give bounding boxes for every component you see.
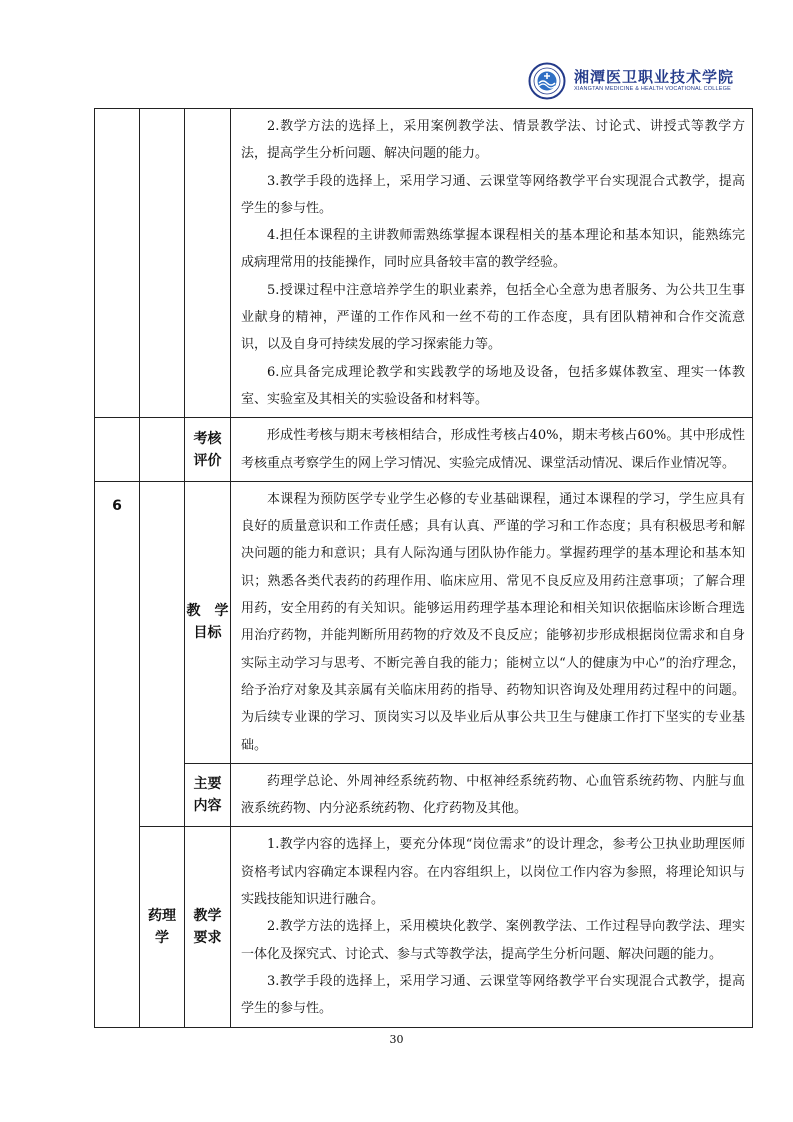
table-row <box>95 827 753 1027</box>
table-row <box>95 109 753 418</box>
list-item: 6.应具备完成理论教学和实践教学的场地及设备，包括多媒体教室、理实一体教室、实验室及其相关的实验设备和材料等。 <box>241 364 745 407</box>
table-row <box>95 418 753 482</box>
main-content-label: 主要 内容 <box>185 763 231 827</box>
list-item: 3.教学手段的选择上，采用学习通、云课堂等网络教学平台实现混合式教学，提高学生的参与性。 <box>241 973 745 1017</box>
course-name-cell <box>140 418 185 482</box>
assessment-label: 考核 评价 <box>185 418 231 482</box>
course-name-cell <box>140 109 185 418</box>
number-cell <box>95 109 140 418</box>
college-logo <box>528 60 735 104</box>
requirements-content <box>231 827 753 1027</box>
goal-label: 教 学 目标 <box>185 481 231 763</box>
college-emblem-icon <box>528 62 566 100</box>
course-name-cell <box>140 481 185 827</box>
number-cell <box>95 418 140 482</box>
page-number: 30 <box>389 1033 404 1046</box>
category-cell <box>185 109 231 418</box>
curriculum-table <box>94 108 753 1028</box>
logo-chinese-name: 湘潭医卫职业技术学院 <box>574 68 735 86</box>
goal-content: 本课程为预防医学专业学生必修的专业基础课程，通过本课程的学习，学生应具有良好的质量意识和工作责任感；具有认真、严谨的学习和工作态度；具有积极思考和解决问题的能力和意识；具有人际沟通与团队协作能力。掌握药理学的基本理论和基本知识；熟悉各类代表药的药理作用、临床应用、常见不良反应及用药注意事项；了解合理用药，安全用药的有关知识。能够运用药理学基本理论和相关知识依据临床诊断合理选用治疗药物，并能判断所用药物的疗效及不良反应；能够初步形成根据岗位需求和自身实际主动学习与思考、不断完善自我的能力；能树立以“人的健康为中心”的治疗理念，给予治疗对象及其亲属有关临床用药的指导、药物知识咨询及处理用药过程中的问题。为后续专业课的学习、顶岗实习以及毕业后从事公共卫生与健康工作打下坚实的专业基础。 <box>231 481 753 763</box>
requirements-label: 教学 要求 <box>185 827 231 1027</box>
list-item: 4.担任本课程的主讲教师需熟练掌握本课程相关的基本理论和基本知识，能熟练完成病理常用的技能操作，同时应具备较丰富的教学经验。 <box>241 228 745 271</box>
course-number: 6 <box>95 481 140 1027</box>
list-item: 2.教学方法的选择上，采用模块化教学、案例教学法、工作过程导向教学法、理实一体化及探究式、讨论式、参与式等教学法，提高学生分析问题、解决问题的能力。 <box>241 919 745 962</box>
assessment-content: 形成性考核与期末考核相结合，形成性考核占40%，期末考核占60%。其中形成性考核重点考察学生的网上学习情况、实验完成情况、课堂活动情况、课后作业情况等。 <box>231 418 753 482</box>
table-row <box>95 481 753 763</box>
list-item: 2.教学方法的选择上，采用案例教学法、情景教学法、讨论式、讲授式等教学方法，提高学生分析问题、解决问题的能力。 <box>241 119 745 162</box>
list-item: 5.授课过程中注意培养学生的职业素养，包括全心全意为患者服务、为公共卫生事业献身的精神，严谨的工作作风和一丝不苟的工作态度，具有团队精神和合作交流意识，以及自身可持续发展的学习探索能力等。 <box>241 282 745 353</box>
course-name: 药理 学 <box>140 827 185 1027</box>
list-item: 1.教学内容的选择上，要充分体现“岗位需求”的设计理念，参考公卫执业助理医师资格考试内容确定本课程内容。在内容组织上，以岗位工作内容为参照，将理论知识与实践技能知识进行融合。 <box>241 837 745 908</box>
list-item: 3.教学手段的选择上，采用学习通、云课堂等网络教学平台实现混合式教学，提高学生的参与性。 <box>241 173 745 216</box>
table-row <box>95 763 753 827</box>
prev-teaching-requirements <box>231 109 753 418</box>
logo-english-name: XIANGTAN MEDICINE & HEALTH VOCATIONAL COLLEGE <box>574 86 732 92</box>
main-content-text: 药理学总论、外周神经系统药物、中枢神经系统药物、心血管系统药物、内脏与血液系统药物、内分泌系统药物、化疗药物及其他。 <box>231 763 753 827</box>
